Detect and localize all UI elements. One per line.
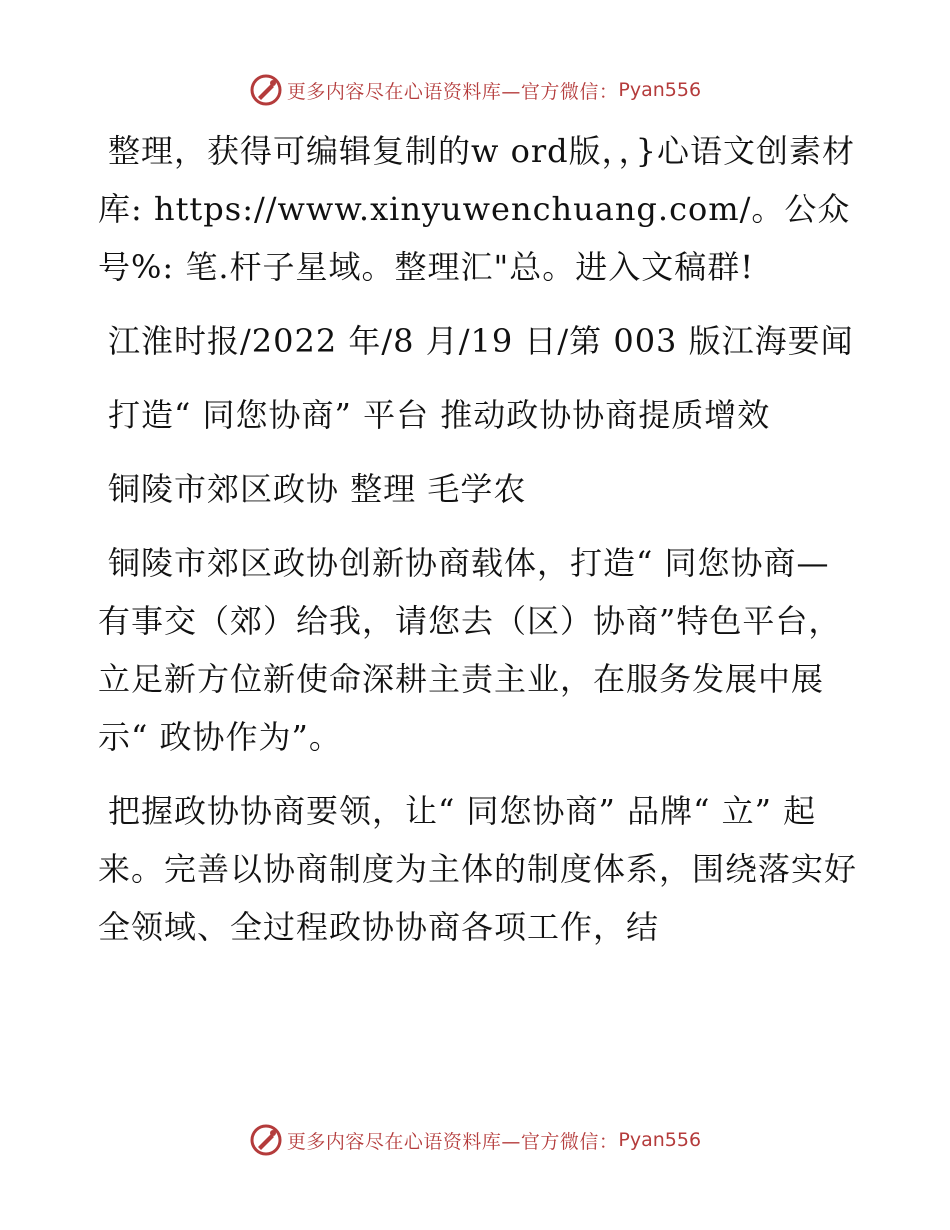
document-body xyxy=(98,122,858,972)
footer-watermark xyxy=(0,1120,950,1160)
pen-logo-icon xyxy=(249,1123,283,1157)
body-paragraph-1: 铜陵市郊区政协创新协商载体，打造“ 同您协商—有事交（郊）给我，请您去（区）协商”特色平台，立足新方位新使命深耕主责主业，在服务发展中展示“ 政协作为”。 xyxy=(98,544,842,756)
author-line: 铜陵市郊区政协 整理 毛学农 xyxy=(108,470,527,508)
body-paragraph-2: 把握政协协商要领，让“ 同您协商” 品牌“ 立” 起来。完善以协商制度为主体的制度体系，围绕落实好全领域、全过程政协协商各项工作，结 xyxy=(98,792,858,946)
watermark-wechat-id: Pyan556 xyxy=(618,79,702,101)
intro-paragraph: 整理，获得可编辑复制的w ord版，，}心语文创素材库: https://www.xinyuwenchuang.com/。公众号%: 笔.杆子星域。整理汇"总。进入文稿群! xyxy=(98,132,855,286)
watermark-text: 更多内容尽在心语资料库—官方微信： xyxy=(286,80,619,103)
pen-logo-icon xyxy=(249,73,283,107)
watermark-wechat-id: Pyan556 xyxy=(618,1129,702,1151)
header-watermark xyxy=(0,70,950,110)
article-title: 打造“ 同您协商” 平台 推动政协协商提质增效 xyxy=(108,396,771,434)
watermark-text: 更多内容尽在心语资料库—官方微信： xyxy=(286,1130,619,1153)
source-line: 江淮时报/2022 年/8 月/19 日/第 003 版江海要闻 xyxy=(108,322,854,360)
